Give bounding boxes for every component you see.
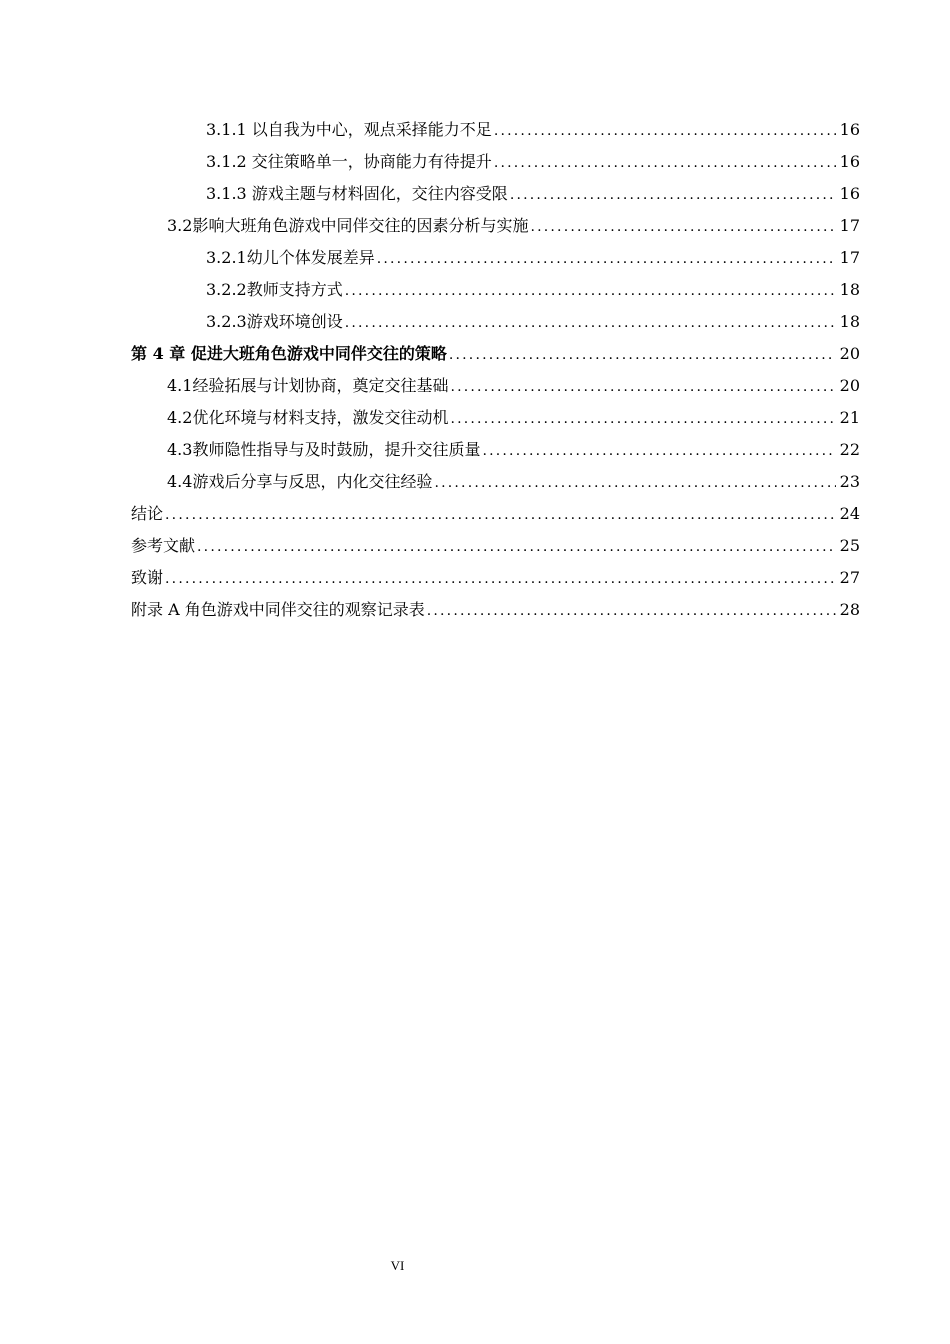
toc-entry-title: 3.1.2 交往策略单一，协商能力有待提升 (206, 152, 492, 171)
toc-entry-title: 3.1.3 游戏主题与材料固化，交往内容受限 (206, 184, 508, 203)
toc-page-number: 16 (839, 184, 860, 203)
toc-dot-leader (482, 435, 836, 467)
toc-entry-4-2[interactable] (131, 402, 860, 434)
toc-page-number: 20 (839, 344, 860, 363)
toc-entry-references[interactable] (131, 530, 860, 562)
toc-entry-3-2-3[interactable] (131, 306, 860, 338)
toc-entry-4-1[interactable] (131, 370, 860, 402)
toc-entry-title: 3.2.1幼儿个体发展差异 (206, 248, 375, 267)
toc-entry-appendix-a[interactable] (131, 594, 860, 626)
toc-entry-title: 4.3教师隐性指导与及时鼓励，提升交往质量 (167, 440, 481, 459)
toc-dot-leader (345, 275, 836, 307)
toc-dot-leader (450, 371, 836, 403)
toc-dot-leader (165, 563, 836, 595)
toc-page-number: 17 (839, 248, 860, 267)
toc-page-number: 21 (839, 408, 860, 427)
toc-dot-leader (450, 403, 836, 435)
toc-entry-title: 3.1.1 以自我为中心，观点采择能力不足 (206, 120, 492, 139)
toc-page-number: 18 (839, 280, 860, 299)
toc-entry-chapter-4[interactable] (131, 338, 860, 370)
toc-entry-acknowledgements[interactable] (131, 562, 860, 594)
toc-dot-leader (510, 179, 836, 211)
toc-entry-title: 4.4游戏后分享与反思，内化交往经验 (167, 472, 433, 491)
toc-entry-3-1-1[interactable] (131, 114, 860, 146)
toc-page-number: 25 (839, 536, 860, 555)
toc-page-number: 16 (839, 120, 860, 139)
toc-entry-3-2-1[interactable] (131, 242, 860, 274)
toc-entry-title: 4.1经验拓展与计划协商，奠定交往基础 (167, 376, 449, 395)
toc-entry-3-1-3[interactable] (131, 178, 860, 210)
table-of-contents (131, 114, 860, 626)
toc-page-number: 16 (839, 152, 860, 171)
toc-page-number: 18 (839, 312, 860, 331)
toc-page-number: 23 (839, 472, 860, 491)
toc-page-number: 27 (839, 568, 860, 587)
toc-dot-leader (449, 339, 836, 371)
toc-entry-title: 3.2.2教师支持方式 (206, 280, 343, 299)
toc-entry-title: 4.2优化环境与材料支持，激发交往动机 (167, 408, 449, 427)
toc-page-number: 28 (839, 600, 860, 619)
toc-entry-title: 参考文献 (131, 536, 196, 555)
toc-entry-title: 3.2.3游戏环境创设 (206, 312, 343, 331)
toc-entry-3-1-2[interactable] (131, 146, 860, 178)
toc-dot-leader (427, 595, 836, 627)
toc-dot-leader (530, 211, 836, 243)
toc-dot-leader (197, 531, 836, 563)
toc-entry-title: 附录 A 角色游戏中同伴交往的观察记录表 (131, 600, 425, 619)
toc-dot-leader (377, 243, 836, 275)
toc-dot-leader (345, 307, 836, 339)
toc-page-number: 17 (839, 216, 860, 235)
toc-entry-title: 致谢 (131, 568, 164, 587)
page-number-footer: VI (390, 1258, 405, 1273)
toc-entry-title: 3.2影响大班角色游戏中同伴交往的因素分析与实施 (167, 216, 529, 235)
toc-page-number: 22 (839, 440, 860, 459)
toc-dot-leader (494, 147, 836, 179)
toc-entry-3-2[interactable] (131, 210, 860, 242)
toc-entry-title: 结论 (131, 504, 164, 523)
toc-entry-title: 第 4 章 促进大班角色游戏中同伴交往的策略 (131, 344, 447, 363)
toc-entry-3-2-2[interactable] (131, 274, 860, 306)
toc-entry-4-3[interactable] (131, 434, 860, 466)
toc-dot-leader (434, 467, 836, 499)
toc-page-number: 24 (839, 504, 860, 523)
toc-dot-leader (494, 115, 836, 147)
toc-entry-conclusion[interactable] (131, 498, 860, 530)
toc-dot-leader (165, 499, 836, 531)
toc-page-number: 20 (839, 376, 860, 395)
toc-entry-4-4[interactable] (131, 466, 860, 498)
